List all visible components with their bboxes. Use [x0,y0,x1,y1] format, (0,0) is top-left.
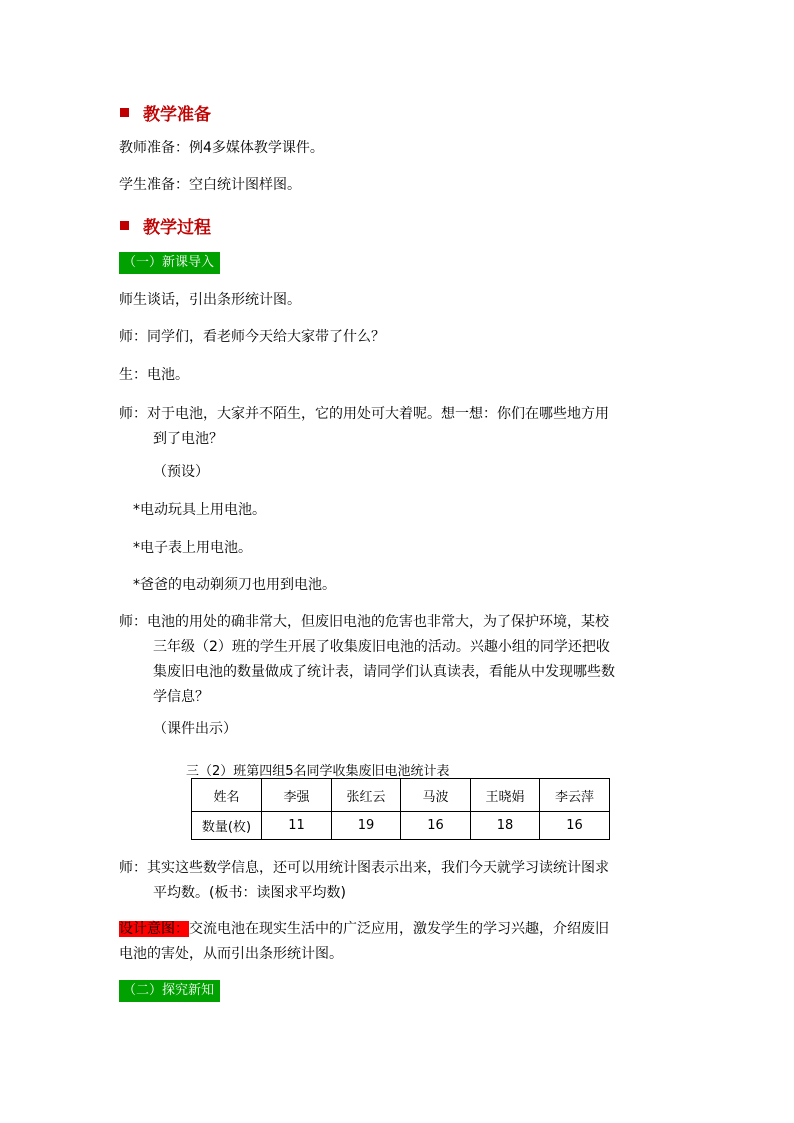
table-caption: 三（2）班第四组5名同学收集废旧电池统计表 [186,764,450,779]
table-cell: 马波 [401,779,471,812]
paragraph-battery-uses [119,402,679,452]
table-cell: 16 [540,812,610,840]
paragraph-battery-activity [119,610,679,710]
list-item: *爸爸的电动剃须刀也用到电池。 [133,577,336,593]
table-cell: 李云萍 [540,779,610,812]
tag-explore-new-knowledge: （二）探究新知 [119,980,220,1002]
text-line: 电池的害处，从而引出条形统计图。 [119,946,343,962]
table-cell: 16 [401,812,471,840]
square-bullet-icon [120,108,129,117]
table-row [192,812,610,840]
table-cell: 19 [332,812,401,840]
list-item: *电动玩具上用电池。 [133,502,266,518]
text-line [119,917,679,942]
courseware-label: （课件出示） [153,721,237,737]
section-heading-process [120,213,211,238]
design-intent-label: 设计意图： [119,921,189,937]
table-cell: 18 [471,812,540,840]
table-row [192,779,610,812]
battery-stats-table [191,778,610,840]
text-line: 到了电池？ [153,431,223,447]
table-header-cell: 数量(枚) [192,812,262,840]
text-line: 师：同学们，看老师今天给大家带了什么？ [119,329,385,345]
text-line: 师：对于电池，大家并不陌生，它的用处可大着呢。想一想：你们在哪些地方用 [119,406,609,422]
text-line: 生：电池。 [119,367,189,383]
preset-label: （预设） [153,464,209,480]
table-header-cell: 姓名 [192,779,262,812]
table-cell: 李强 [262,779,332,812]
tag-new-lesson-intro: （一）新课导入 [119,252,220,274]
text-line: 集废旧电池的数量做成了统计表，请同学们认真读表，看能从中发现哪些数 [153,664,615,680]
table-cell: 王晓娟 [471,779,540,812]
list-item: *电子表上用电池。 [133,540,252,556]
teacher-prep: 教师准备：例4多媒体教学课件。 [119,140,324,156]
student-prep: 学生准备：空白统计图样图。 [119,177,301,193]
paragraph-design-intent [119,917,679,967]
text-line: 师：其实这些数学信息，还可以用统计图表示出来，我们今天就学习读统计图求 [119,860,609,876]
text-line: 师：电池的用处的确非常大，但废旧电池的危害也非常大，为了保护环境，某校 [119,614,609,630]
text-line: 三年级（2）班的学生开展了收集废旧电池的活动。兴趣小组的同学还把收 [153,639,610,655]
heading-text: 教学准备 [143,105,211,125]
heading-text: 教学过程 [143,218,211,238]
design-intent-text: 交流电池在现实生活中的广泛应用，激发学生的学习兴趣，介绍废旧 [189,921,609,937]
text-line: 学信息？ [153,689,209,705]
text-line: 平均数。(板书：读图求平均数) [153,885,346,901]
table-cell: 张红云 [332,779,401,812]
text-line: 师生谈话，引出条形统计图。 [119,292,301,308]
table-cell: 11 [262,812,332,840]
paragraph-statistics-chart [119,856,679,906]
square-bullet-icon [120,221,129,230]
section-heading-prep [120,100,211,125]
